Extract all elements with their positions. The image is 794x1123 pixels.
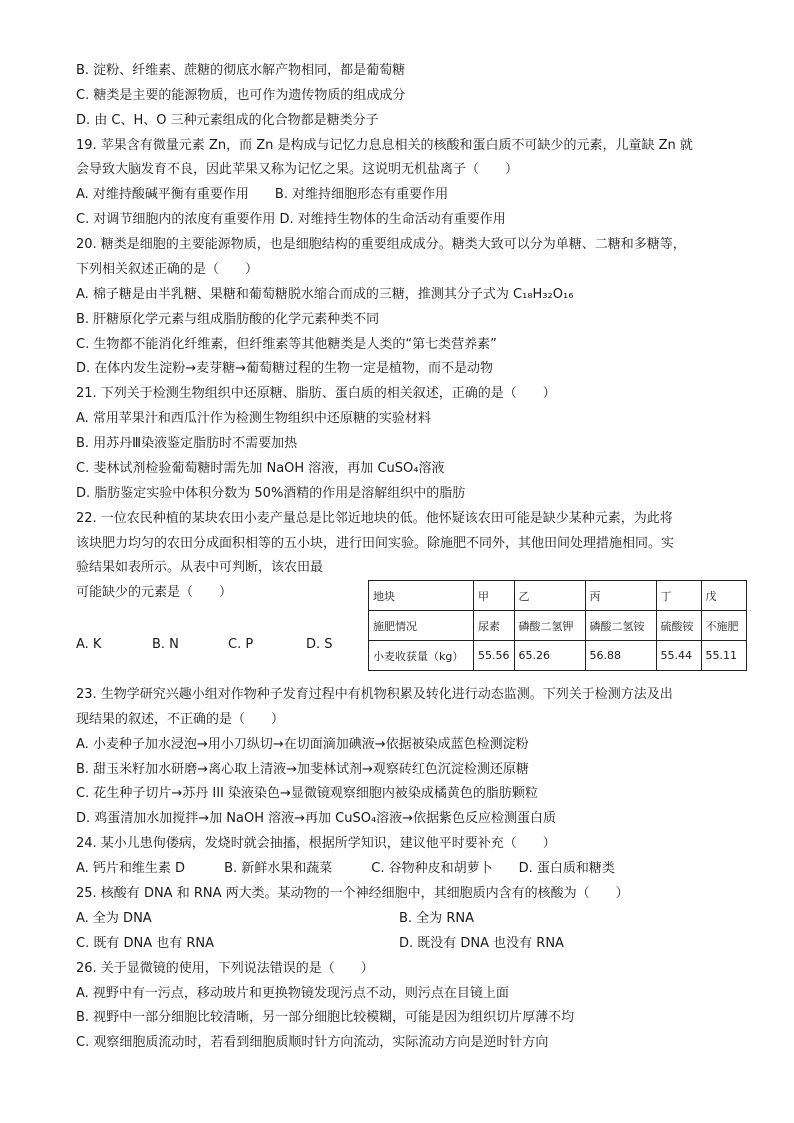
- text-line: C. 花生种子切片→苏丹 III 染液染色→显微镜观察细胞内被染成橘黄色的脂肪颗粒: [76, 786, 538, 801]
- text-line: C. 生物都不能消化纤维素，但纤维素等其他糖类是人类的“第七类营养素”: [76, 337, 497, 352]
- table-cell: 65.26: [514, 641, 585, 671]
- text-line: D. 由 C、H、O 三种元素组成的化合物都是糖类分子: [76, 113, 379, 128]
- table-cell: 乙: [514, 581, 585, 611]
- table-cell: 55.44: [656, 641, 701, 671]
- text-line: A. 常用苹果汁和西瓜汁作为检测生物组织中还原糖的实验材料: [76, 411, 431, 426]
- table-cell: 56.88: [585, 641, 656, 671]
- table-row: [369, 611, 747, 641]
- text-line: A. 棉子糖是由半乳糖、果糖和葡萄糖脱水缩合而成的三糖，推测其分子式为 C₁₈H₃₂O₁₆: [76, 287, 574, 302]
- table-cell: 丁: [656, 581, 701, 611]
- text-line: A. 对维持酸碱平衡有重要作用 B. 对维持细胞形态有重要作用: [76, 187, 449, 202]
- text-line: 会导致大脑发育不良，因此苹果又称为记忆之果。这说明无机盐离子（ ）: [76, 162, 519, 177]
- text-line: A. 钙片和维生素 D B. 新鲜水果和蔬菜 C. 谷物种皮和胡萝卜 D. 蛋白质和糖类: [76, 861, 615, 876]
- question-24: 24. 某小儿患佝偻病，发烧时就会抽搐，根据所学知识，建议他平时要补充（ ）: [76, 836, 556, 851]
- table-cell: 不施肥: [701, 611, 746, 641]
- q25-option-c: C. 既有 DNA 也有 RNA: [76, 936, 215, 951]
- table-cell: 地块: [369, 581, 474, 611]
- q25-option-b: B. 全为 RNA: [399, 911, 474, 926]
- question-21: 21. 下列关于检测生物组织中还原糖、脂肪、蛋白质的相关叙述，正确的是（ ）: [76, 386, 556, 401]
- q22-option-a: A. K: [76, 637, 102, 652]
- text-line: C. 观察细胞质流动时，若看到细胞质顺时针方向流动，实际流动方向是逆时针方向: [76, 1035, 549, 1050]
- table-cell: 尿素: [474, 611, 515, 641]
- q22-option-b: B. N: [152, 637, 179, 652]
- question-25: 25. 核酸有 DNA 和 RNA 两大类。某动物的一个神经细胞中，其细胞质内含有的核酸为（ ）: [76, 886, 629, 901]
- text-line: B. 视野中一部分细胞比较清晰，另一部分细胞比较模糊，可能是因为组织切片厚薄不均: [76, 1010, 575, 1025]
- table-row: [369, 641, 747, 671]
- table-cell: 施肥情况: [369, 611, 474, 641]
- text-line: 下列相关叙述正确的是（ ）: [76, 262, 259, 277]
- question-19: 19. 苹果含有微量元素 Zn，而 Zn 是构成与记忆力息息相关的核酸和蛋白质不可缺少的元素，儿童缺 Zn 就: [76, 138, 693, 153]
- q25-option-d: D. 既没有 DNA 也没有 RNA: [399, 936, 564, 951]
- table-row: [369, 581, 747, 611]
- table-cell: 戊: [701, 581, 746, 611]
- text-line: D. 在体内发生淀粉→麦芽糖→葡萄糖过程的生物一定是植物，而不是动物: [76, 361, 494, 376]
- text-line: B. 淀粉、纤维素、蔗糖的彻底水解产物相同，都是葡萄糖: [76, 63, 406, 78]
- text-line: A. 视野中有一污点，移动玻片和更换物镜发现污点不动，则污点在目镜上面: [76, 986, 509, 1001]
- table-cell: 甲: [474, 581, 515, 611]
- text-line: B. 肝糖原化学元素与组成脂肪酸的化学元素种类不同: [76, 312, 380, 327]
- text-line: D. 鸡蛋清加水加搅拌→加 NaOH 溶液→再加 CuSO₄溶液→依据紫色反应检测蛋白质: [76, 811, 557, 826]
- text-line: 该块肥力均匀的农田分成面积相等的五小块，进行田间实验。除施肥不同外，其他田间处理措施相同。实: [76, 536, 675, 551]
- table-cell: 55.56: [474, 641, 515, 671]
- question-23: 23. 生物学研究兴趣小组对作物种子发育过程中有机物积累及转化进行动态监测。下列关于检测方法及出: [76, 687, 673, 702]
- text-line: 验结果如表所示。从表中可判断，该农田最: [76, 560, 324, 575]
- text-line: 现结果的叙述，不正确的是（ ）: [76, 712, 285, 727]
- text-line: A. 小麦种子加水浸泡→用小刀纵切→在切面滴加碘液→依据被染成蓝色检测淀粉: [76, 737, 529, 752]
- table-cell: 硫酸铵: [656, 611, 701, 641]
- fertilizer-table: [368, 580, 747, 671]
- question-26: 26. 关于显微镜的使用，下列说法错误的是（ ）: [76, 961, 374, 976]
- table-cell: 磷酸二氢钾: [514, 611, 585, 641]
- text-line: 可能缺少的元素是（ ）: [76, 585, 233, 600]
- table-cell: 磷酸二氢铵: [585, 611, 656, 641]
- text-line: C. 对调节细胞内的浓度有重要作用 D. 对维持生物体的生命活动有重要作用: [76, 212, 506, 227]
- q22-option-c: C. P: [228, 637, 254, 652]
- text-line: C. 斐林试剂检验葡萄糖时需先加 NaOH 溶液，再加 CuSO₄溶液: [76, 461, 445, 476]
- text-line: B. 用苏丹Ⅲ染液鉴定脂肪时不需要加热: [76, 436, 298, 451]
- question-20: 20. 糖类是细胞的主要能源物质，也是细胞结构的重要组成成分。糖类大致可以分为单糖、二糖和多糖等，: [76, 237, 686, 252]
- table-cell: 55.11: [701, 641, 746, 671]
- question-22: 22. 一位农民种植的某块农田小麦产量总是比邻近地块的低。他怀疑该农田可能是缺少某种元素，为此将: [76, 511, 673, 526]
- table-cell: 小麦收获量（kg）: [369, 641, 474, 671]
- table-cell: 丙: [585, 581, 656, 611]
- q25-option-a: A. 全为 DNA: [76, 911, 152, 926]
- text-line: C. 糖类是主要的能源物质，也可作为遗传物质的组成成分: [76, 88, 406, 103]
- text-line: D. 脂肪鉴定实验中体积分数为 50%酒精的作用是溶解组织中的脂肪: [76, 486, 466, 501]
- q22-option-d: D. S: [306, 637, 333, 652]
- text-line: B. 甜玉米籽加水研磨→离心取上清液→加斐林试剂→观察砖红色沉淀检测还原糖: [76, 762, 529, 777]
